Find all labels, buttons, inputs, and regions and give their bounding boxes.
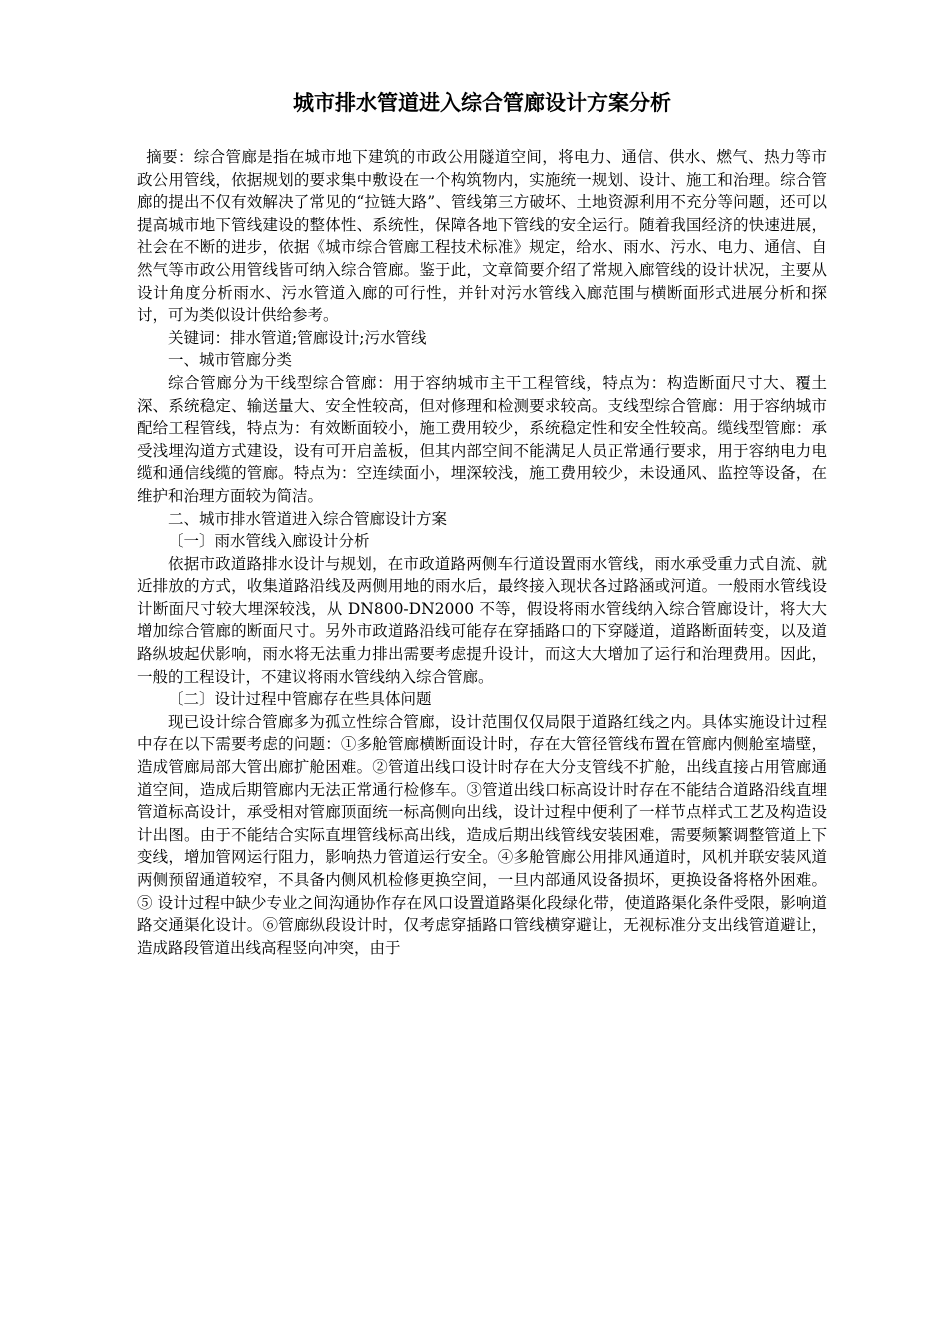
abstract-paragraph: 摘要：综合管廊是指在城市地下建筑的市政公用隧道空间，将电力、通信、供水、燃气、热力等市政公用管线，依据规划的要求集中敷设在一个构筑物内，实施统一规划、设计、施工和治理。综合管廊的提出不仅有效解决了常见的“拉链大路”、管线第三方破坏、土地资源利用不充分等问题，还可以提高城市地下管线建设的整体性、系统性，保障各地下管线的安全运行。随着我国经济的快速进展，社会在不断的进步，依据《城市综合管廊工程技术标准》规定，给水、雨水、污水、电力、通信、自然气等市政公用管线皆可纳入综合管廊。鉴于此，文章简要介绍了常规入廊管线的设计状况，主要从设计角度分析雨水、污水管道入廊的可行性，并针对污水管线入廊范围与横断面形式进展分析和探讨，可为类似设计供给参考。 xyxy=(137,148,827,325)
subsection-1-heading: 〔一〕雨水管线入廊设计分析 xyxy=(168,532,370,551)
section-1-heading: 一、城市管廊分类 xyxy=(168,351,293,370)
keywords-line: 关键词：排水管道;管廊设计;污水管线 xyxy=(168,328,427,347)
section-2-heading: 二、城市排水管道进入综合管廊设计方案 xyxy=(168,509,448,528)
section-1-paragraph: 综合管廊分为干线型综合管廊：用于容纳城市主干工程管线，特点为：构造断面尺寸大、覆土深、系统稳定、输送量大、安全性较高，但对修理和检测要求较高。支线型综合管廊：用于容纳城市配给工程管线，特点为：有效断面较小，施工费用较少，系统稳定性和安全性较高。缆线型管廊：承受浅埋沟道方式建设，设有可开启盖板，但其内部空间不能满足人员正常通行要求，用于容纳电力电缆和通信线缆的管廊。特点为：空连续面小，埋深较浅，施工费用较少，未设通风、监控等设备，在维护和治理方面较为简洁。 xyxy=(137,373,827,505)
subsection-1-paragraph: 依据市政道路排水设计与规划，在市政道路两侧车行道设置雨水管线，雨水承受重力式自流、就近排放的方式，收集道路沿线及两侧用地的雨水后，最终接入现状各过路涵或河道。一般雨水管线设计断面尺寸较大埋深较浅，从 DN800-DN2000 不等，假设将雨水管线纳入综合管廊设计，将大大增加综合管廊的断面尺寸。另外市政道路沿线可能存在穿插路口的下穿隧道，道路断面转变，以及道路纵坡起伏影响，雨水将无法重力排出需要考虑提升设计，而这大大增加了运行和治理费用。因此，一般的工程设计，不建议将雨水管线纳入综合管廊。 xyxy=(137,554,827,686)
document-page xyxy=(137,88,827,959)
document-title: 城市排水管道进入综合管廊设计方案分析 xyxy=(293,91,671,115)
subsection-2-paragraph: 现已设计综合管廊多为孤立性综合管廊，设计范围仅仅局限于道路红线之内。具体实施设计过程中存在以下需要考虑的问题：①多舱管廊横断面设计时，存在大管径管线布置在管廊内侧舱室墙壁，造成管廊局部大管出廊扩舱困难。②管道出线口设计时存在大分支管线不扩舱，出线直接占用管廊通道空间，造成后期管廊内无法正常通行检修车。③管道出线口标高设计时存在不能结合道路沿线直埋管道标高设计，承受相对管廊顶面统一标高侧向出线，设计过程中便利了一样节点样式工艺及构造设计出图。由于不能结合实际直埋管线标高出线，造成后期出线管线安装困难，需要频繁调整管道上下变线，增加管网运行阻力，影响热力管道运行安全。④多舱管廊公用排风通道时，风机并联安装风道两侧预留通道较窄，不具备内侧风机检修更换空间，一旦内部通风设备损坏，更换设备将格外困难。⑤ 设计过程中缺少专业之间沟通协作存在风口设置道路渠化段绿化带，使道路渠化条件受限，影响道路交通渠化设计。⑥管廊纵段设计时，仅考虑穿插路口管线横穿避让，无视标准分支出线管道避让，造成路段管道出线高程竖向冲突，由于 xyxy=(137,712,827,957)
subsection-2-heading: 〔二〕设计过程中管廊存在些具体问题 xyxy=(168,690,432,709)
